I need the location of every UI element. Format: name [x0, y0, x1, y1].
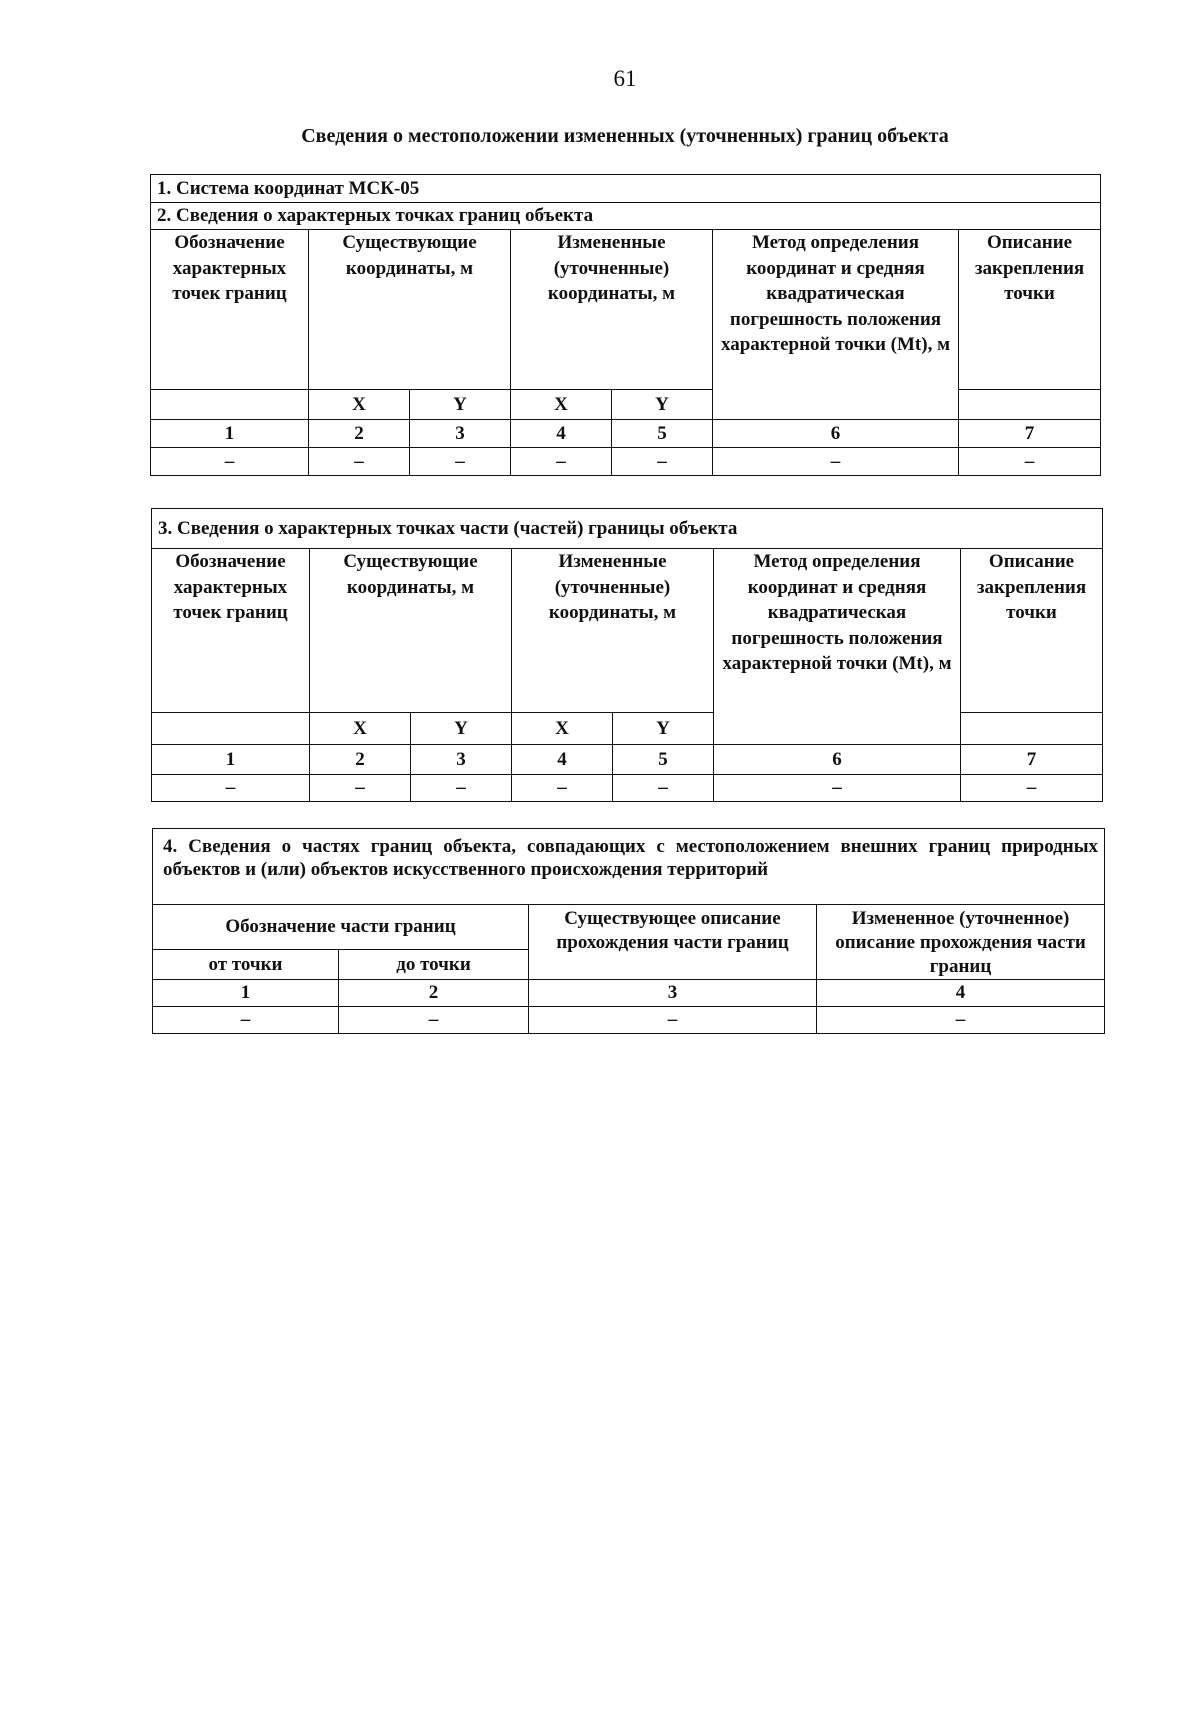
- section-2-heading: 2. Сведения о характерных точках границ объекта: [151, 203, 1101, 230]
- header-existing-coordinates: Существующие координаты, м: [310, 549, 512, 713]
- empty-cell: –: [310, 775, 411, 802]
- empty-cell: –: [309, 448, 410, 476]
- empty-cell: –: [152, 775, 310, 802]
- header-blank: [961, 713, 1103, 745]
- column-number: 1: [151, 420, 309, 448]
- empty-cell: –: [151, 448, 309, 476]
- column-number: 2: [339, 980, 529, 1007]
- column-number: 3: [411, 745, 512, 775]
- column-number: 5: [613, 745, 714, 775]
- table-row: [152, 775, 1103, 802]
- table-row: [153, 980, 1105, 1007]
- header-method: Метод определения координат и средняя квадратическая погрешность положения характерной точки (Mt), м: [713, 230, 959, 420]
- header-x: X: [511, 390, 612, 420]
- column-number: 2: [310, 745, 411, 775]
- empty-cell: –: [714, 775, 961, 802]
- header-to-point: до точки: [339, 950, 529, 980]
- header-point-designation: Обозначение характерных точек границ: [151, 230, 309, 390]
- column-number: 1: [153, 980, 339, 1007]
- empty-cell: –: [411, 775, 512, 802]
- header-existing-coordinates: Существующие координаты, м: [309, 230, 511, 390]
- table-row: [151, 420, 1101, 448]
- header-blank: [152, 713, 310, 745]
- empty-cell: –: [339, 1007, 529, 1034]
- empty-cell: –: [713, 448, 959, 476]
- header-method: Метод определения координат и средняя квадратическая погрешность положения характерной точки (Mt), м: [714, 549, 961, 745]
- header-y: Y: [612, 390, 713, 420]
- empty-cell: –: [153, 1007, 339, 1034]
- column-number: 6: [714, 745, 961, 775]
- section-4-heading: 4. Сведения о частях границ объекта, совпадающих с местоположением внешних границ природных объектов и (или) объектов искусственного происхождения территорий: [153, 829, 1105, 905]
- boundary-points-table: [150, 174, 1101, 476]
- column-number: 6: [713, 420, 959, 448]
- header-x: X: [309, 390, 410, 420]
- empty-cell: –: [612, 448, 713, 476]
- table-row: [153, 1007, 1105, 1034]
- table-row: [152, 745, 1103, 775]
- column-number: 7: [959, 420, 1101, 448]
- part-boundary-points-table: [151, 508, 1103, 802]
- table-row: [151, 448, 1101, 476]
- header-description: Описание закрепления точки: [959, 230, 1101, 390]
- column-number: 4: [511, 420, 612, 448]
- column-number: 3: [529, 980, 817, 1007]
- coordinate-system-row: 1. Система координат МСК-05: [151, 175, 1101, 203]
- header-point-designation: Обозначение характерных точек границ: [152, 549, 310, 713]
- section-3-heading: 3. Сведения о характерных точках части (частей) границы объекта: [152, 509, 1103, 549]
- empty-cell: –: [817, 1007, 1105, 1034]
- header-changed-coordinates: Измененные (уточненные) координаты, м: [511, 230, 713, 390]
- header-x: X: [310, 713, 411, 745]
- column-number: 7: [961, 745, 1103, 775]
- header-y: Y: [410, 390, 511, 420]
- header-existing-description: Существующее описание прохождения части границ: [529, 905, 817, 980]
- header-blank: [151, 390, 309, 420]
- empty-cell: –: [511, 448, 612, 476]
- header-y: Y: [411, 713, 512, 745]
- column-number: 4: [512, 745, 613, 775]
- empty-cell: –: [959, 448, 1101, 476]
- empty-cell: –: [529, 1007, 817, 1034]
- empty-cell: –: [961, 775, 1103, 802]
- column-number: 1: [152, 745, 310, 775]
- column-number: 3: [410, 420, 511, 448]
- empty-cell: –: [512, 775, 613, 802]
- page-number: 61: [613, 66, 637, 91]
- column-number: 5: [612, 420, 713, 448]
- empty-cell: –: [613, 775, 714, 802]
- header-x: X: [512, 713, 613, 745]
- column-number: 4: [817, 980, 1105, 1007]
- header-description: Описание закрепления точки: [961, 549, 1103, 713]
- empty-cell: –: [410, 448, 511, 476]
- header-part-designation: Обозначение части границ: [153, 905, 529, 950]
- header-blank: [959, 390, 1101, 420]
- boundary-parts-table: [152, 828, 1105, 1034]
- column-number: 2: [309, 420, 410, 448]
- header-from-point: от точки: [153, 950, 339, 980]
- header-changed-coordinates: Измененные (уточненные) координаты, м: [512, 549, 714, 713]
- document-title: Сведения о местоположении измененных (уточненных) границ объекта: [301, 125, 949, 147]
- header-y: Y: [613, 713, 714, 745]
- header-changed-description: Измененное (уточненное) описание прохождения части границ: [817, 905, 1105, 980]
